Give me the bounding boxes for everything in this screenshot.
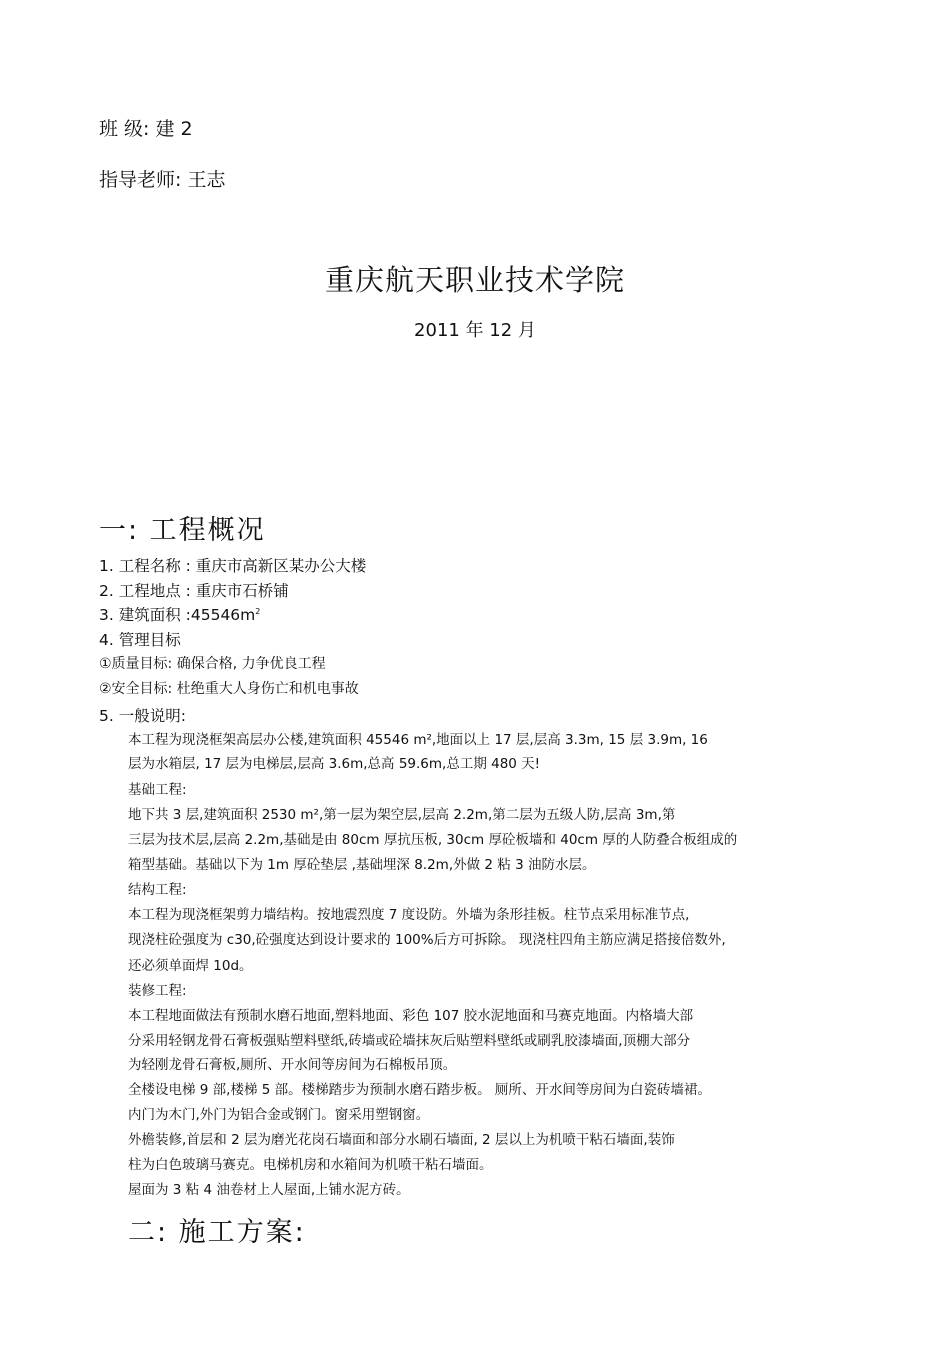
note-line: 还必须单面焊 10d。 <box>128 958 253 974</box>
general-notes-title: 5. 一般说明: <box>99 707 186 725</box>
note-line: 为轻刚龙骨石膏板,厕所、开水间等房间为石棉板吊顶。 <box>128 1057 457 1073</box>
note-line: 屋面为 3 粘 4 油卷材上人屋面,上铺水泥方砖。 <box>128 1182 410 1198</box>
note-line: 本工程为现浇框架剪力墙结构。按地震烈度 7 度设防。外墙为条形挂板。柱节点采用标准节点, <box>128 907 690 923</box>
area-superscript: 2 <box>255 606 261 616</box>
note-line: 本工程为现浇框架高层办公楼,建筑面积 45546 m²,地面以上 17 层,层高 3.3m, 15 层 3.9m, 16 <box>128 732 708 748</box>
note-line: 装修工程: <box>128 983 187 999</box>
item-project-location: 2. 工程地点 : 重庆市石桥铺 <box>99 582 289 600</box>
note-line: 外檐装修,首层和 2 层为磨光花岗石墙面和部分水刷石墙面, 2 层以上为机喷干粘石墙面,装饰 <box>128 1132 675 1148</box>
class-label: 班 级 <box>99 118 144 140</box>
note-line: 内门为木门,外门为铝合金或钢门。窗采用塑钢窗。 <box>128 1107 430 1123</box>
building-area-text: 3. 建筑面积 :45546m <box>99 606 256 624</box>
note-line: 三层为技术层,层高 2.2m,基础是由 80cm 厚抗压板, 30cm 厚砼板墙和 40cm 厚的人防叠合板组成的 <box>128 832 738 848</box>
note-line: 层为水箱层, 17 层为电梯层,层高 3.6m,总高 59.6m,总工期 480 天! <box>128 756 541 772</box>
note-line: 基础工程: <box>128 782 187 798</box>
safety-goal: ②安全目标: 杜绝重大人身伤亡和机电事故 <box>99 681 359 697</box>
section2-title: 二: 施工方案: <box>128 1217 306 1248</box>
note-line: 柱为白色玻璃马赛克。电梯机房和水箱间为机喷干粘石墙面。 <box>128 1157 493 1173</box>
note-line: 分采用轻钢龙骨石膏板强贴塑料壁纸,砖墙或砼墙抹灰后贴塑料壁纸或刷乳胶漆墙面,顶棚大部分 <box>128 1033 691 1049</box>
note-line: 箱型基础。基础以下为 1m 厚砼垫层 ,基础埋深 8.2m,外做 2 粘 3 油防水层。 <box>128 857 596 873</box>
class-field: 班 级: 建 2 <box>99 118 193 140</box>
item-building-area <box>99 603 260 625</box>
note-line: 本工程地面做法有预制水磨石地面,塑料地面、彩色 107 胶水泥地面和马赛克地面。内格墙大部 <box>128 1008 694 1024</box>
item-project-name: 1. 工程名称 : 重庆市高新区某办公大楼 <box>99 557 367 575</box>
class-value: 建 2 <box>155 118 193 140</box>
note-line: 现浇柱砼强度为 c30,砼强度达到设计要求的 100%后方可拆除。 现浇柱四角主筋应满足搭接倍数外, <box>128 932 726 948</box>
item-management-goals: 4. 管理目标 <box>99 631 181 649</box>
advisor-label: 指导老师: <box>99 169 182 191</box>
section1-title: 一: 工程概况 <box>99 515 266 546</box>
advisor-field <box>99 165 225 192</box>
note-line: 全楼设电梯 9 部,楼梯 5 部。楼梯踏步为预制水磨石踏步板。 厕所、开水间等房间为白瓷砖墙裙。 <box>128 1082 711 1098</box>
report-date: 2011 年 12 月 <box>414 320 536 341</box>
note-line: 地下共 3 层,建筑面积 2530 m²,第一层为架空层,层高 2.2m,第二层为五级人防,层高 3m,第 <box>128 807 676 823</box>
quality-goal: ①质量目标: 确保合格, 力争优良工程 <box>99 656 326 672</box>
note-line: 结构工程: <box>128 882 187 898</box>
school-name: 重庆航天职业技术学院 <box>324 263 625 297</box>
advisor-value: 王志 <box>187 169 226 191</box>
